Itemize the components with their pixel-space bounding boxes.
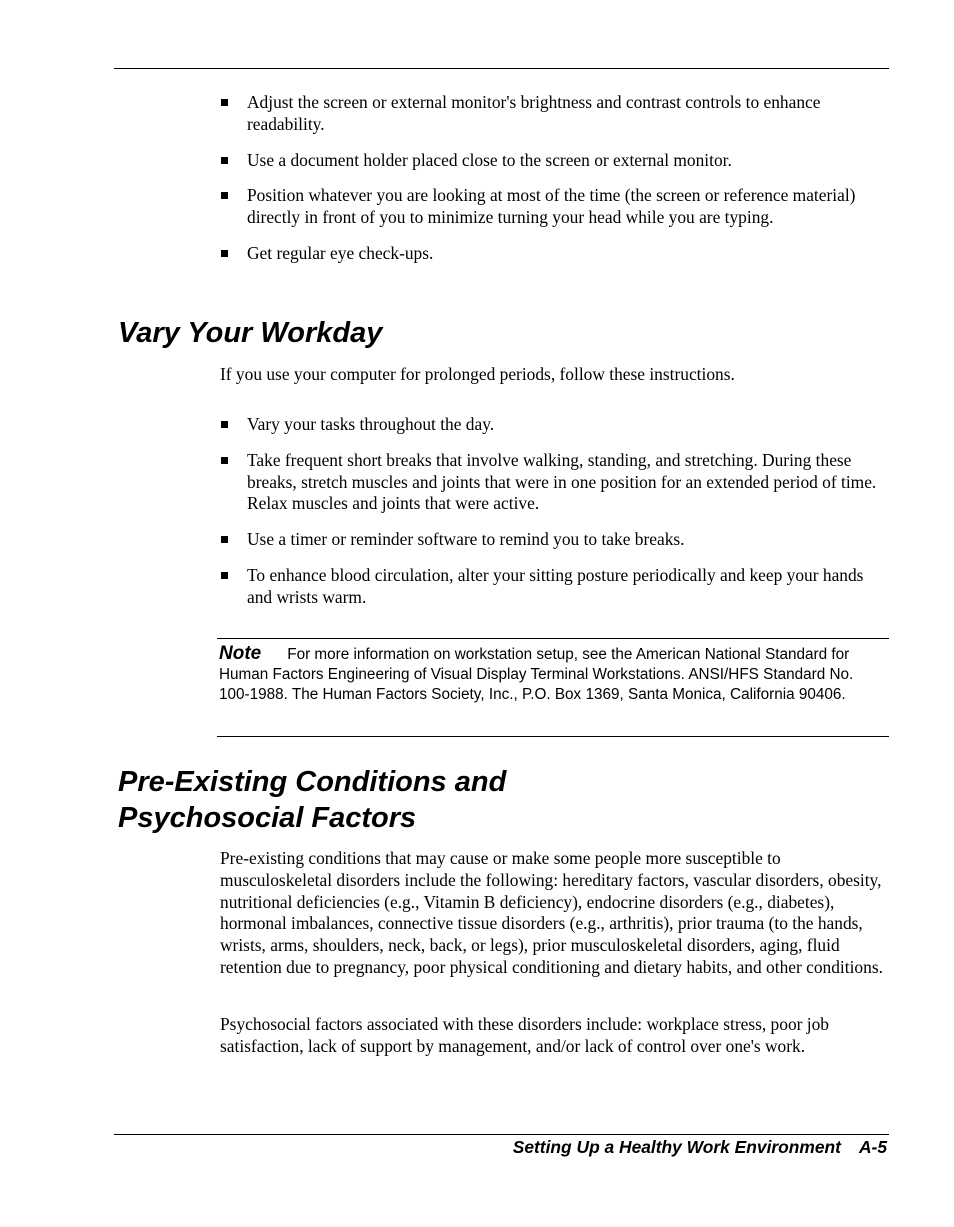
page-number: A-5	[858, 1137, 887, 1157]
list-item	[220, 243, 888, 265]
square-bullet-icon	[221, 192, 228, 199]
list-item-text: Get regular eye check-ups.	[247, 242, 434, 263]
note-bottom-rule	[217, 736, 889, 737]
list-item-text: Use a document holder placed close to the screen or external monitor.	[247, 149, 732, 170]
list-item	[220, 92, 888, 136]
square-bullet-icon	[221, 457, 228, 464]
square-bullet-icon	[221, 250, 228, 257]
preexisting-paragraph: Pre-existing conditions that may cause or make some people more susceptible to musculoskeletal disorders include the following: hereditary factors, vascular disorders, obesity, nutritional deficiencies (e.g., Vitamin B deficiency), endocrine disorders (e.g., diabetes), hormonal imbalances, connective tissue disorders (e.g., arthritis), prior trauma (to the hands, wrists, arms, shoulders, neck, back, or legs), prior musculoskeletal disorders, aging, fluid retention due to pregnancy, poor physical conditioning and dietary habits, and other conditions.	[220, 848, 883, 977]
square-bullet-icon	[221, 572, 228, 579]
vary-workday-list	[220, 414, 888, 623]
square-bullet-icon	[221, 421, 228, 428]
list-item-text: To enhance blood circulation, alter your sitting posture periodically and keep your hands and wrists warm.	[247, 564, 864, 607]
list-item-text: Position whatever you are looking at most of the time (the screen or reference material) directly in front of you to minimize turning your head while you are typing.	[247, 185, 856, 228]
list-item	[220, 450, 888, 515]
list-item-text: Vary your tasks throughout the day.	[247, 414, 495, 434]
square-bullet-icon	[221, 99, 228, 106]
list-item	[220, 529, 888, 551]
note-label: Note	[219, 643, 262, 664]
list-item	[220, 185, 888, 229]
list-item	[220, 414, 888, 436]
vary-workday-intro: If you use your computer for prolonged periods, follow these instructions.	[220, 364, 735, 384]
note-text: For more information on workstation setup, see the American National Standard for Human Factors Engineering of Visual Display Terminal Workstations. ANSI/HFS Standard No. 100-1988. The Human Factors Society, Inc., P.O. Box 1369, Santa Monica, California 90406.	[219, 646, 854, 703]
note-top-rule	[217, 638, 889, 639]
page-footer	[513, 1136, 887, 1158]
preexisting-heading-line2: Psychosocial Factors	[118, 802, 417, 834]
note-box	[219, 644, 887, 705]
preexisting-heading-line1: Pre-Existing Conditions and	[118, 766, 507, 798]
footer-title: Setting Up a Healthy Work Environment	[512, 1137, 841, 1157]
square-bullet-icon	[221, 536, 228, 543]
list-item-text: Adjust the screen or external monitor's brightness and contrast controls to enhance readability.	[247, 92, 821, 134]
vary-workday-heading: Vary Your Workday	[118, 317, 383, 349]
header-rule	[114, 68, 889, 69]
footer-rule	[114, 1134, 889, 1135]
psychosocial-paragraph: Psychosocial factors associated with these disorders include: workplace stress, poor job satisfaction, lack of support by management, and/or lack of control over one's work.	[220, 1014, 830, 1056]
list-item-text: Use a timer or reminder software to remind you to take breaks.	[247, 529, 685, 550]
list-item	[220, 150, 888, 172]
list-item	[220, 565, 888, 609]
square-bullet-icon	[221, 157, 228, 164]
list-item-text: Take frequent short breaks that involve walking, standing, and stretching. During these breaks, stretch muscles and joints that were in one position for an extended period of time. Relax muscles and joints that were active.	[247, 449, 877, 514]
eye-care-list	[220, 92, 888, 279]
